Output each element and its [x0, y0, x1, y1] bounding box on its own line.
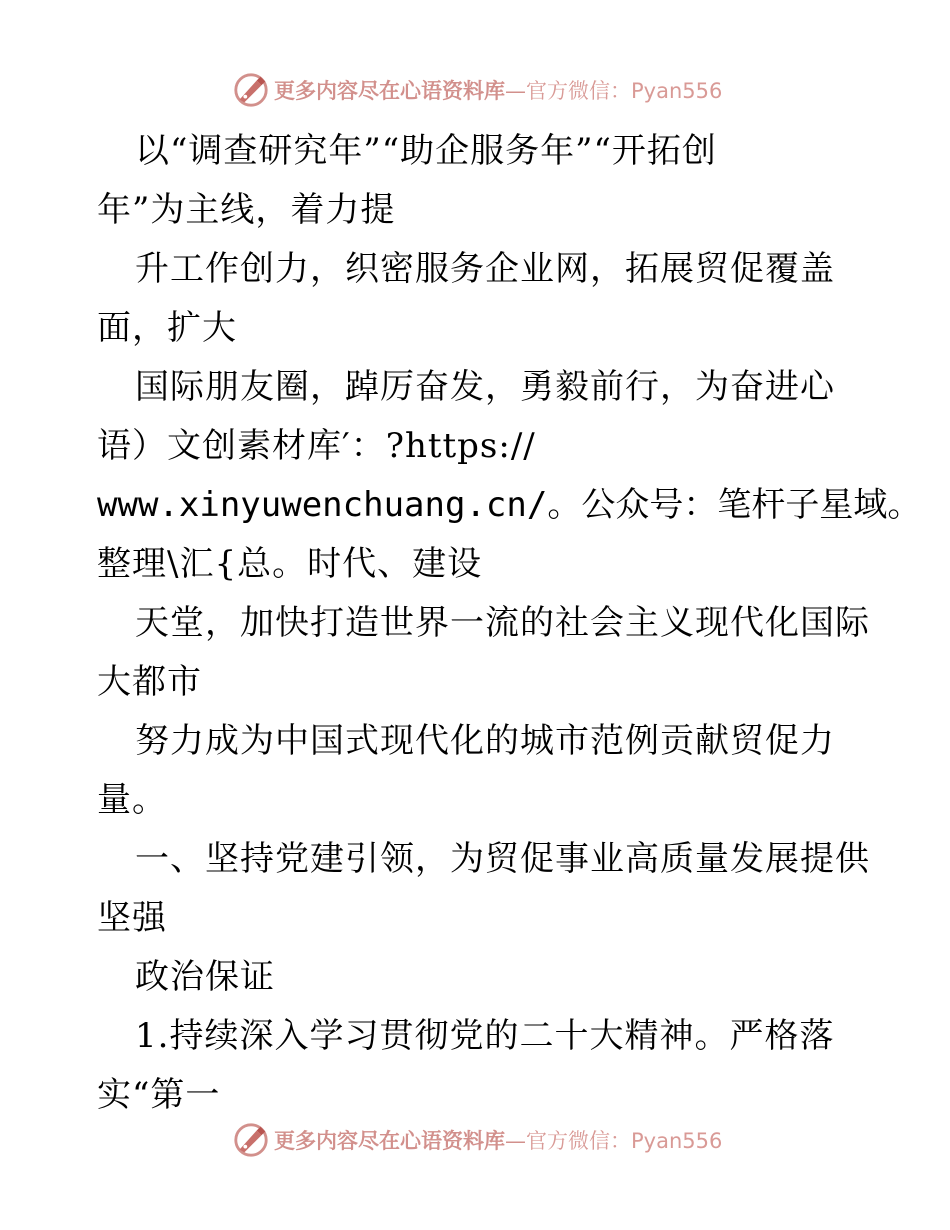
text-line: 努力成为中国式现代化的城市范例贡献贸促力: [135, 721, 835, 761]
section-heading-line: 一、坚持党建引领，为贸促事业高质量发展提供: [135, 839, 870, 879]
watermark-text: [274, 1125, 722, 1155]
watermark-dash: —: [505, 1129, 526, 1153]
watermark-wechat-text: 官方微信：Pyan556: [526, 1129, 723, 1153]
watermark-site-text: 更多内容尽在心语资料库: [274, 1129, 505, 1153]
text-line: 以“调查研究年”“助企服务年”“开拓创: [135, 131, 717, 171]
document-body: [97, 122, 922, 1125]
watermark-text: [274, 75, 722, 105]
text-line: 年”为主线，着力提: [97, 190, 396, 230]
text-line: 整理\汇{总。时代、建设: [97, 544, 483, 584]
text-line: 语）文创素材库′：?https://: [97, 426, 536, 466]
text-line: 实“第一: [97, 1075, 221, 1115]
section-heading-line: 政治保证: [135, 957, 275, 997]
text-line: 升工作创力，织密服务企业网，拓展贸促覆盖: [135, 249, 835, 289]
watermark-wechat-text: 官方微信：Pyan556: [526, 79, 723, 103]
pen-nib-circle-icon: [232, 1121, 270, 1159]
footer-watermark: [232, 1120, 722, 1160]
watermark-dash: —: [505, 79, 526, 103]
text-line: 量。: [97, 780, 167, 820]
header-watermark: [232, 70, 722, 110]
pen-nib-circle-icon: [232, 71, 270, 109]
text-line: 面，扩大: [97, 308, 237, 348]
text-line: 国际朋友圈，踔厉奋发，勇毅前行，为奋进心: [135, 367, 835, 407]
watermark-site-text: 更多内容尽在心语资料库: [274, 79, 505, 103]
text-line-url: www.xinyuwenchuang.cn/。公众号：笔杆子星域。: [97, 485, 922, 525]
text-line: 1.持续深入学习贯彻党的二十大精神。严格落: [135, 1016, 835, 1056]
section-heading-line: 坚强: [97, 898, 167, 938]
text-line: 大都市: [97, 662, 202, 702]
text-line: 天堂，加快打造世界一流的社会主义现代化国际: [135, 603, 870, 643]
